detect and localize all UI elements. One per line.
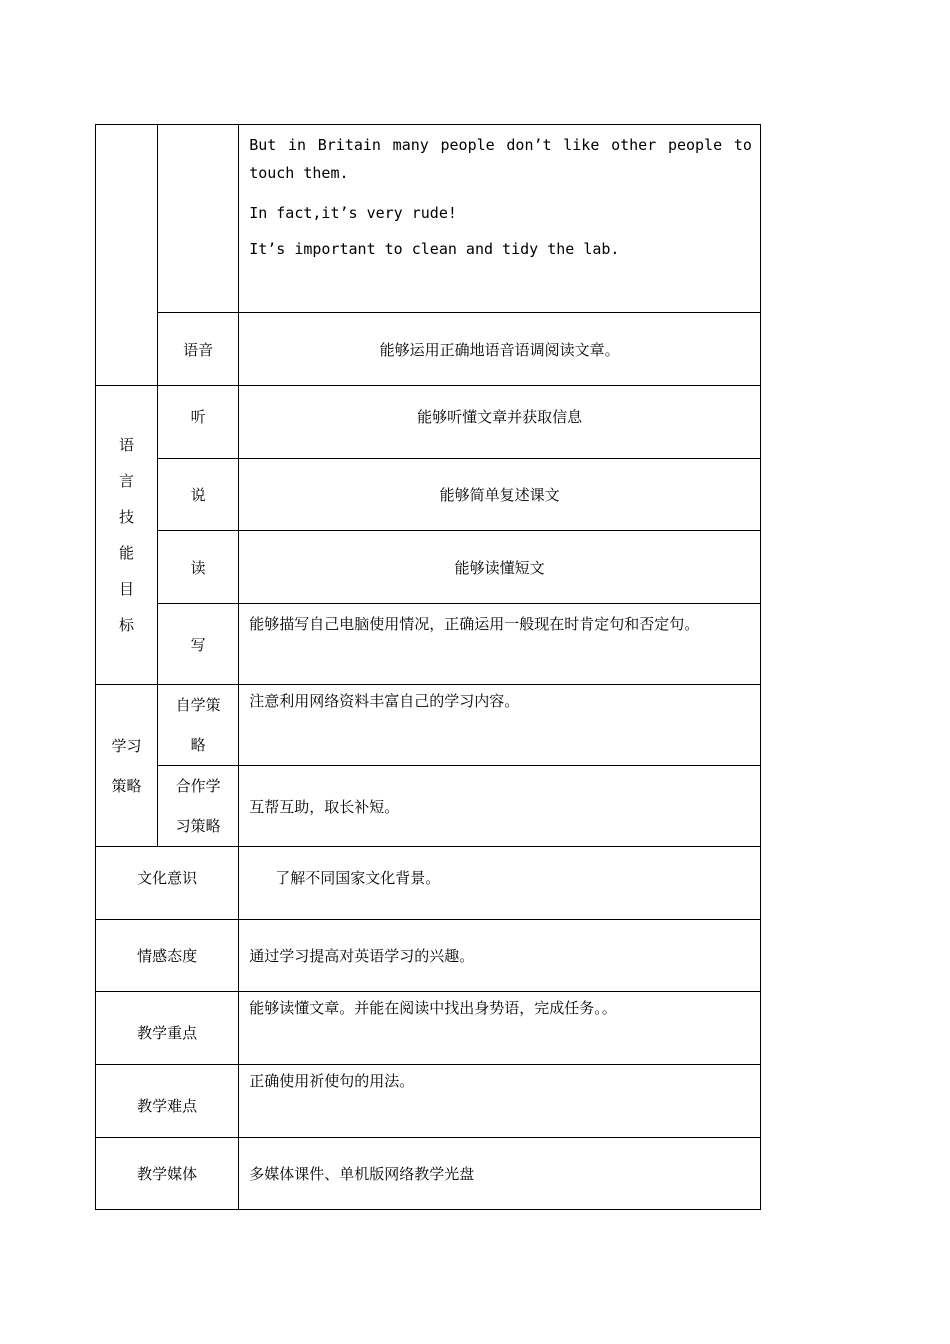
media-text: 多媒体课件、单机版网络教学光盘 [239,1138,761,1210]
strategy-group-label: 学习 策略 [96,685,158,847]
empty-group-cell [96,125,158,386]
table-row [96,125,761,313]
write-text: 能够描写自己电脑使用情况，正确运用一般现在时肯定句和否定句。 [239,604,761,685]
table-row [96,1138,761,1210]
culture-label: 文化意识 [96,847,239,920]
table-row [96,920,761,992]
listen-label: 听 [158,386,239,459]
empty-label-cell [158,125,239,313]
table-row [96,766,761,847]
table-row [96,847,761,920]
lesson-plan-table [95,124,761,1210]
coop-text: 互帮互助，取长补短。 [239,766,761,847]
self-study-text: 注意利用网络资料丰富自己的学习内容。 [239,685,761,766]
table-row [96,992,761,1065]
difficulty-label: 教学难点 [96,1065,239,1138]
table-row [96,459,761,531]
media-label: 教学媒体 [96,1138,239,1210]
self-study-label: 自学策 略 [158,685,239,766]
pronunciation-label: 语音 [158,313,239,386]
table-row [96,685,761,766]
english-sentences-cell [239,125,761,313]
table-row [96,604,761,685]
coop-label: 合作学 习策略 [158,766,239,847]
table-row [96,313,761,386]
pronunciation-text: 能够运用正确地语音语调阅读文章。 [239,313,761,386]
read-label: 读 [158,531,239,604]
english-line-1-end: touch them. [249,164,349,182]
english-line-3: It’s important to clean and tidy the lab. [249,240,620,258]
table-row [96,1065,761,1138]
emotion-label: 情感态度 [96,920,239,992]
speak-text: 能够简单复述课文 [239,459,761,531]
english-line-2: In fact,it’s very rude! [249,204,457,222]
english-line-1: But in Britain many people don’t like other people to [249,136,752,154]
listen-text: 能够听懂文章并获取信息 [239,386,761,459]
skills-group-label: 语 言 技 能 目 标 [96,386,158,685]
table-row [96,386,761,459]
speak-label: 说 [158,459,239,531]
read-text: 能够读懂短文 [239,531,761,604]
key-text: 能够读懂文章。并能在阅读中找出身势语，完成任务。。 [239,992,761,1065]
emotion-text: 通过学习提高对英语学习的兴趣。 [239,920,761,992]
key-label: 教学重点 [96,992,239,1065]
write-label: 写 [158,604,239,685]
culture-text: 了解不同国家文化背景。 [239,847,761,920]
table-row [96,531,761,604]
difficulty-text: 正确使用祈使句的用法。 [239,1065,761,1138]
